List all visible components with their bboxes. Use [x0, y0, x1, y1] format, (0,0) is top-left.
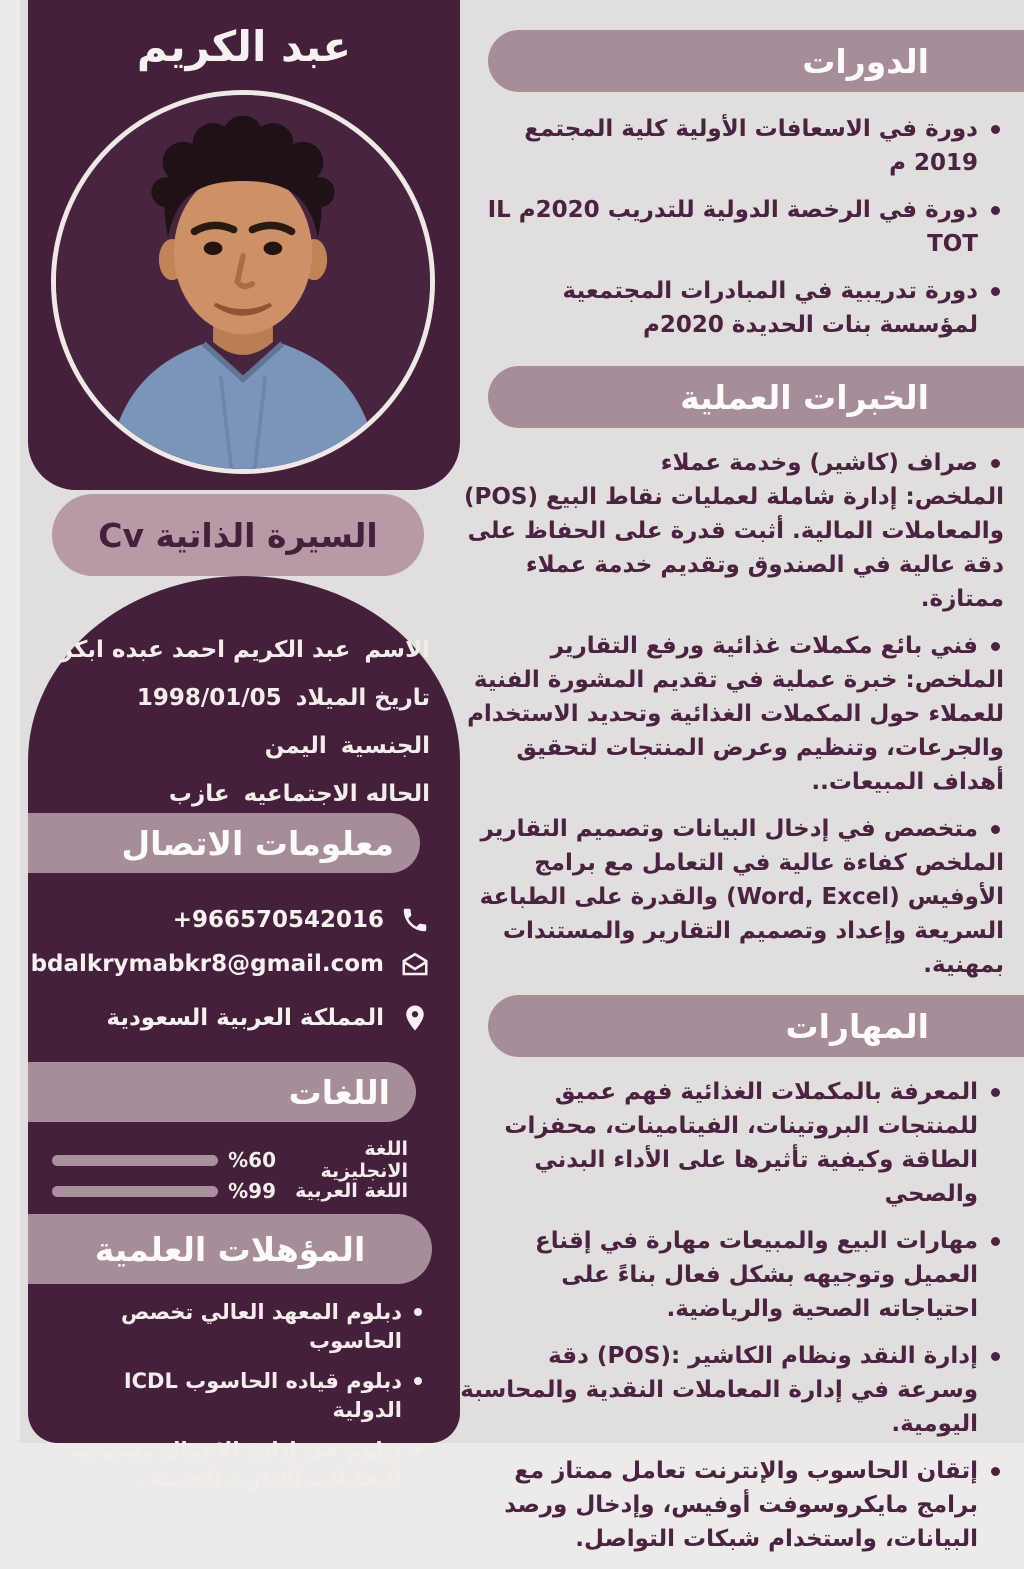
qualification-item: دبلوم المعهد العالي تخصص الحاسوب — [56, 1298, 424, 1356]
info-label: تاريخ الميلاد — [295, 685, 430, 711]
portrait-illustration — [56, 95, 430, 469]
cv-badge: السيرة الذاتية Cv — [52, 494, 424, 576]
info-value: اليمن — [264, 733, 327, 759]
qualifications-section-header: المؤهلات العلمية — [28, 1214, 432, 1284]
skill-item: مهارات البيع والمبيعات مهارة في إقناع العميل وتوجيهه بشكل فعال بناءً على احتياجاته الصحية والرياضية. — [460, 1224, 1004, 1326]
qualification-item: دبلوم في إدارة الاعمال ومنهجية التحليلات الادارية الحديثة . — [56, 1436, 424, 1494]
experience-role: فني بائع مكملات غذائية ورفع التقارير — [550, 633, 978, 659]
skill-item: المعرفة بالمكملات الغذائية فهم عميق للمنتجات البروتينات، الفيتامينات، محفزات الطاقة وكيفية تأثيرها على الأداء البدني والصحي — [460, 1075, 1004, 1211]
skills-list — [460, 1075, 1004, 1556]
experience-item — [460, 446, 1004, 616]
skill-item: إتقان الحاسوب والإنترنت تعامل ممتاز مع برامج مايكروسوفت أوفيس، وإدخال ورصد البيانات، واستخدام شبكات التواصل. — [460, 1454, 1004, 1556]
courses-section-header: الدورات — [488, 30, 1024, 92]
location-icon — [400, 1003, 430, 1033]
experience-summary: الملخص: خبرة عملية في تقديم المشورة الفنية للعملاء حول المكملات الغذائية وتحديد الاستخدام والجرعات، وتنظيم وعرض المنتجات لتحقيق أهداف المبيعات.. — [467, 667, 1004, 795]
info-value: 1998/01/05 — [136, 685, 282, 711]
contact-item-location — [50, 998, 430, 1038]
language-progress-track — [52, 1155, 218, 1166]
course-item: دورة تدريبية في المبادرات المجتمعية لمؤسسة بنات الحديدة 2020م — [460, 274, 1004, 342]
info-value: عبد الكريم احمد عبده ابكر — [59, 637, 351, 663]
experience-item — [460, 629, 1004, 799]
language-percent: %60 — [228, 1148, 276, 1172]
courses-list — [460, 112, 1004, 342]
contact-item-email — [30, 944, 430, 984]
info-label: الاسم — [364, 637, 430, 663]
phone-number: +966570542016 — [172, 907, 384, 933]
language-label: اللغة الانجليزية — [320, 1138, 408, 1182]
info-row-marital-status — [50, 780, 430, 809]
contact-item-phone — [50, 900, 430, 940]
course-item: دورة في الرخصة الدولية للتدريب 2020م IL TOT — [460, 193, 1004, 261]
experience-summary: الملخص كفاءة عالية في التعامل مع برامج الأوفيس (Word, Excel) والقدرة على الطباعة السريعة وإعداد وتصميم التقارير والمستندات بمهنية. — [479, 850, 1004, 978]
skills-section-header: المهارات — [488, 995, 1024, 1057]
language-progress-track — [52, 1186, 218, 1197]
qualification-item: دبلوم قياده الحاسوب ICDL الدولية — [56, 1367, 424, 1425]
experience-item — [460, 812, 1004, 982]
email-address: bdalkrymabkr8@gmail.com — [30, 951, 384, 977]
experience-section-header: الخبرات العملية — [488, 366, 1024, 428]
main-column — [460, 0, 1024, 1569]
language-label: اللغة العربية — [295, 1180, 408, 1202]
languages-section-header: اللغات — [28, 1062, 416, 1122]
info-value: عازب — [168, 781, 230, 807]
contact-section-header: معلومات الاتصال — [28, 813, 420, 873]
avatar-photo — [51, 90, 435, 474]
location-text: المملكة العربية السعودية — [106, 1005, 384, 1031]
info-row-name — [50, 636, 430, 665]
course-item: دورة في الاسعافات الأولية كلية المجتمع 2019 م — [460, 112, 1004, 180]
experience-summary: الملخص: إدارة شاملة لعمليات نقاط البيع (POS) والمعاملات المالية. أثبت قدرة على الحفاظ على دقة عالية في الصندوق وتقديم خدمة عملاء ممتازة. — [463, 484, 1004, 612]
language-row-english — [52, 1138, 408, 1182]
experience-role: صراف (كاشير) وخدمة عملاء — [660, 450, 978, 476]
skill-item: إدارة النقد ونظام الكاشير :(POS) دقة وسرعة في إدارة المعاملات النقدية والمحاسبة اليومية. — [460, 1339, 1004, 1441]
personal-info-section — [50, 636, 430, 828]
language-row-arabic — [52, 1176, 408, 1206]
candidate-name: عبد الكريم — [136, 22, 352, 71]
email-icon — [400, 949, 430, 979]
phone-icon — [400, 905, 430, 935]
experience-list — [460, 446, 1004, 982]
info-row-nationality — [50, 732, 430, 761]
experience-role: متخصص في إدخال البيانات وتصميم التقارير — [480, 816, 978, 842]
language-percent: %99 — [228, 1179, 276, 1203]
info-label: الجنسية — [340, 733, 430, 759]
info-row-birthdate — [50, 684, 430, 713]
info-label: الحاله الاجتماعيه — [243, 781, 430, 807]
qualifications-list — [56, 1298, 424, 1505]
